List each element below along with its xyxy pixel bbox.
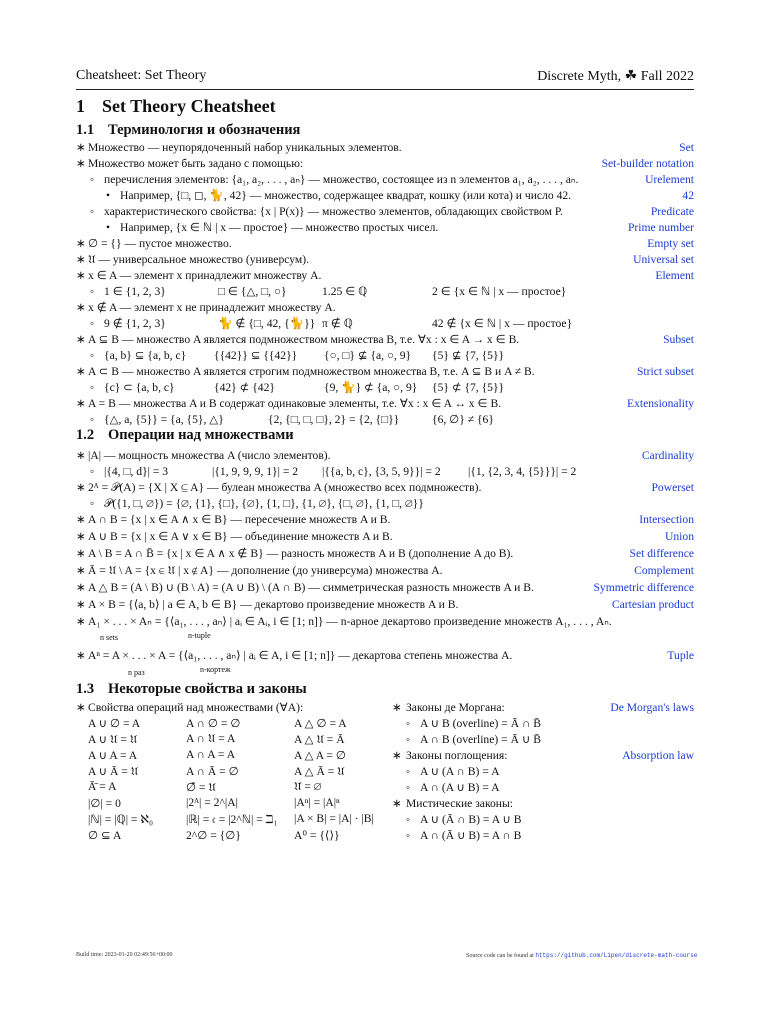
- property-cell: A ∩ 𝔘 = A: [186, 732, 236, 745]
- definition-line: [76, 300, 694, 316]
- example-cell: {{42}} ⊆ {{42}}: [214, 349, 298, 362]
- example-cell: 1 ∈ {1, 2, 3}: [104, 285, 166, 298]
- header-course: Discrete Myth, ☘ Fall 2022: [537, 69, 694, 84]
- law-text: A ∪ (A ∩ B) = A: [420, 765, 500, 778]
- build-time: Build time: 2023-01-20 02:49:56+00:00: [76, 952, 173, 958]
- bullet-marker: ∗: [76, 481, 86, 494]
- law-line: [392, 828, 694, 844]
- example-row: [76, 464, 694, 480]
- bullet-marker: ◦: [90, 413, 95, 426]
- law-line: [392, 700, 694, 716]
- example-cell: {5} ⊄ {7, {5}}: [432, 381, 505, 394]
- definition-text: x ∈ A — элемент x принадлежит множеству A.: [88, 269, 322, 282]
- law-text: Законы поглощения:: [406, 749, 508, 762]
- bullet-marker: ◦: [90, 173, 95, 186]
- definition-text: A₁ × . . . × Aₙ = {⟨a₁, . . . , aₙ⟩ | aᵢ ∈ Aᵢ, i ∈ [1; n]} — n-арное декартово произведение множеств A₁, . . . , Aₙ.: [88, 615, 612, 628]
- bullet-marker: ∗: [76, 141, 86, 154]
- bullet-marker: ∗: [76, 157, 86, 170]
- wiki-tag[interactable]: Universal set: [633, 253, 694, 266]
- definition-text: перечисления элементов: {a₁, a₂, . . . , aₙ} — множество, состоящее из n элементов a₁, a₂, . . . , aₙ.: [104, 173, 579, 186]
- example-cell: |{1, 9, 9, 9, 1}| = 2: [212, 465, 299, 478]
- bullet-marker: ∗: [76, 237, 86, 250]
- bullet-marker: ∗: [76, 598, 86, 611]
- example-row: [76, 412, 694, 428]
- bullet-marker: ∗: [76, 513, 86, 526]
- bullet-marker: ◦: [406, 813, 411, 826]
- note-n-raz: n раз: [128, 668, 145, 677]
- definition-line: [76, 648, 694, 664]
- bullet-marker: ∗: [392, 749, 402, 762]
- bullet-marker: ∗: [76, 365, 86, 378]
- wiki-tag[interactable]: Extensionality: [627, 397, 694, 410]
- bullet-marker: ◦: [90, 205, 95, 218]
- wiki-tag[interactable]: Set: [679, 141, 694, 154]
- bullet-marker: ∗: [392, 701, 402, 714]
- example-row: [76, 284, 694, 300]
- definition-line: [76, 188, 694, 204]
- bullet-marker: ∗: [76, 397, 86, 410]
- bullet-marker: ◦: [406, 765, 411, 778]
- example-cell: {42} ⊄ {42}: [214, 381, 275, 394]
- law-line: [392, 732, 694, 748]
- bullet-marker: ∗: [76, 581, 86, 594]
- definition-line: [76, 396, 694, 412]
- definition-text: A ∪ B = {x | x ∈ A ∨ x ∈ B} — объединение множеств A и B.: [88, 530, 393, 543]
- wiki-tag[interactable]: Prime number: [627, 221, 694, 234]
- note-n-kortezh: n-кортеж: [200, 665, 231, 674]
- bullet-marker: ∗: [76, 269, 86, 282]
- header-rule: [76, 89, 694, 90]
- example-cell: {○, □} ⊈ {a, ○, 9}: [324, 349, 412, 362]
- definition-line: [76, 614, 694, 630]
- property-cell: |∅| = 0: [88, 797, 121, 810]
- wiki-tag[interactable]: Set-builder notation: [601, 157, 694, 170]
- definition-text: x ∉ A — элемент x не принадлежит множеству A.: [88, 301, 336, 314]
- bullet-marker: ∗: [392, 797, 402, 810]
- definition-text: Множество может быть задано с помощью:: [88, 157, 304, 170]
- law-line: [392, 780, 694, 796]
- example-cell: {c} ⊂ {a, b, c}: [104, 381, 175, 394]
- wiki-tag[interactable]: Intersection: [639, 513, 694, 526]
- example-cell: π ∉ ℚ: [322, 317, 353, 330]
- example-cell: □ ∈ {△, □, ○}: [218, 285, 287, 298]
- definition-line: [76, 512, 694, 528]
- property-cell: A ∩ Ā = ∅: [186, 765, 239, 778]
- example-cell: |{4, □, d}| = 3: [104, 465, 169, 478]
- law-text: Законы де Моргана:: [406, 701, 505, 714]
- law-text: A ∩ (Ā ∪ B) = A ∩ B: [420, 829, 522, 842]
- law-text: A ∩ (A ∪ B) = A: [420, 781, 500, 794]
- definition-text: A △ B = (A \ B) ∪ (B \ A) = (A ∪ B) \ (A ∩ B) — симметрическая разность множеств A и B.: [88, 581, 534, 594]
- definition-text: Множество — неупорядоченный набор уникальных элементов.: [88, 141, 402, 154]
- example-row: [76, 496, 694, 512]
- bullet-marker: ∗: [76, 649, 86, 662]
- wiki-tag[interactable]: Tuple: [667, 649, 694, 662]
- definition-text: A × B = {⟨a, b⟩ | a ∈ A, b ∈ B} — декартово произведение множеств A и B.: [88, 598, 459, 611]
- wiki-tag[interactable]: Symmetric difference: [593, 581, 694, 594]
- property-cell: A △ A = ∅: [294, 749, 346, 762]
- definition-line: [76, 236, 694, 252]
- bullet-marker: ∗: [76, 530, 86, 543]
- definition-line: [76, 172, 694, 188]
- property-cell: ∅̄ = 𝔘: [186, 781, 216, 794]
- definition-line: [76, 268, 694, 284]
- example-cell: {5} ⊈ {7, {5}}: [432, 349, 505, 362]
- bullet-marker: ◦: [406, 717, 411, 730]
- wiki-tag[interactable]: Urelement: [645, 173, 694, 186]
- wiki-tag[interactable]: Complement: [634, 564, 694, 577]
- law-line: [392, 716, 694, 732]
- wiki-tag[interactable]: Union: [665, 530, 694, 543]
- wiki-tag[interactable]: Predicate: [650, 205, 694, 218]
- definition-text: A \ B = A ∩ B̄ = {x | x ∈ A ∧ x ∉ B} — разность множеств A и B (дополнение A до B).: [88, 547, 514, 560]
- law-line: [392, 812, 694, 828]
- definition-text: Например, {□, ◻, 🐈, 42} — множество, содержащее квадрат, кошку (или кота) и число 42.: [120, 189, 572, 202]
- definition-line: [76, 332, 694, 348]
- example-cell: 🐈 ∉ {□, 42, {🐈}}: [218, 317, 316, 330]
- property-cell: 𝔘̄ = ∅: [294, 780, 322, 793]
- property-cell: 2^∅ = {∅}: [186, 829, 241, 842]
- bullet-marker: ◦: [406, 781, 411, 794]
- property-cell: |A × B| = |A| · |B|: [294, 812, 374, 825]
- definition-text: Aⁿ = A × . . . × A = {⟨a₁, . . . , aₙ⟩ | aᵢ ∈ A, i ∈ [1; n]} — декартова степень множества A.: [88, 649, 513, 662]
- definition-line: [76, 580, 694, 596]
- property-cell: A ∩ ∅ = ∅: [186, 717, 241, 730]
- definition-line: [76, 563, 694, 579]
- wiki-tag[interactable]: 42: [682, 189, 694, 202]
- definition-text: |A| — мощность множества A (число элементов).: [88, 449, 331, 462]
- wiki-tag[interactable]: Empty set: [647, 237, 694, 250]
- law-text: A ∪ (Ā ∩ B) = A ∪ B: [420, 813, 522, 826]
- property-cell: A △ Ā = 𝔘: [294, 765, 345, 778]
- definition-text: Например, {x ∈ ℕ | x — простое} — множество простых чисел.: [120, 221, 439, 234]
- property-cell: A ∪ Ā = 𝔘: [88, 765, 139, 778]
- bullet-marker: •: [106, 189, 111, 202]
- definition-line: [76, 448, 694, 464]
- property-cell: |Aⁿ| = |A|ⁿ: [294, 796, 340, 809]
- example-cell: 42 ∉ {x ∈ ℕ | x — простое}: [432, 317, 573, 330]
- props-heading: ∗ Свойства операций над множествами (∀A):: [76, 701, 304, 714]
- source-link[interactable]: https://github.com/Lipen/discrete-math-course: [535, 952, 698, 959]
- example-cell: {a, b} ⊆ {a, b, c}: [104, 349, 187, 362]
- bullet-marker: •: [106, 221, 111, 234]
- wiki-tag[interactable]: Subset: [663, 333, 694, 346]
- definition-text: A ⊂ B — множество A является строгим подмножеством множества B, т.е. A ⊆ B и A ≠ B.: [88, 365, 535, 378]
- subsection-1-3: 1.3 Некоторые свойства и законы: [76, 681, 307, 697]
- law-line: [392, 748, 694, 764]
- definition-text: 𝔘 — универсальное множество (универсум).: [88, 253, 309, 266]
- wiki-tag[interactable]: Cartesian product: [611, 598, 694, 611]
- law-text: A ∪ B (overline) = Ā ∩ B̄: [420, 717, 541, 730]
- example-cell: 2 ∈ {x ∈ ℕ | x — простое}: [432, 285, 567, 298]
- bullet-marker: ∗: [76, 547, 86, 560]
- definition-line: [76, 252, 694, 268]
- definition-text: A ⊆ B — множество A является подмножеством множества B, т.е. ∀x : x ∈ A → x ∈ B.: [88, 333, 520, 346]
- page-header: [76, 68, 694, 88]
- law-text: Мистические законы:: [406, 797, 514, 810]
- property-cell: A ∪ 𝔘 = 𝔘: [88, 733, 138, 746]
- bullet-marker: ◦: [406, 733, 411, 746]
- example-cell: {6, ∅} ≠ {6}: [432, 413, 494, 426]
- definition-line: [76, 204, 694, 220]
- property-cell: Ā̄ = A: [88, 780, 117, 793]
- example-cell: |{{a, b, c}, {3, 5, 9}}| = 2: [322, 465, 441, 478]
- definition-line: [76, 597, 694, 613]
- bullet-marker: ◦: [406, 829, 411, 842]
- property-cell: |ℕ| = |ℚ| = ℵ₀: [88, 813, 154, 826]
- property-cell: A △ ∅ = A: [294, 717, 347, 730]
- property-cell: ∅ ⊆ A: [88, 829, 122, 842]
- subsection-1-2: 1.2 Операции над множествами: [76, 427, 294, 443]
- bullet-marker: ◦: [90, 381, 95, 394]
- bullet-marker: ∗: [76, 615, 86, 628]
- wiki-tag[interactable]: De Morgan's laws: [610, 701, 694, 714]
- header-title: Cheatsheet: Set Theory: [76, 68, 207, 83]
- example-cell: 𝒫({1, □, ∅}) = {∅, {1}, {□}, {∅}, {1, □}, {1, ∅}, {□, ∅}, {1, □, ∅}}: [104, 497, 424, 510]
- wiki-tag[interactable]: Strict subset: [636, 365, 694, 378]
- source-note: Source code can be found at https://github.com/Lipen/discrete-math-course: [466, 952, 698, 959]
- bullet-marker: ∗: [76, 333, 86, 346]
- law-text: A ∩ B (overline) = Ā ∪ B̄: [420, 733, 541, 746]
- example-cell: {9, 🐈} ⊄ {a, ○, 9}: [324, 381, 418, 394]
- bullet-marker: ∗: [76, 564, 86, 577]
- section-title: 1 Set Theory Cheatsheet: [76, 96, 276, 116]
- example-cell: 9 ∉ {1, 2, 3}: [104, 317, 166, 330]
- property-cell: |ℝ| = 𝔠 = |2^ℕ| = ℶ₁: [186, 813, 278, 826]
- example-row: [76, 316, 694, 332]
- example-cell: {2, {□, □, □}, 2} = {2, {□}}: [268, 413, 400, 426]
- definition-text: характеристического свойства: {x | P(x)} — множество элементов, обладающих свойством P.: [104, 205, 563, 218]
- bullet-marker: ◦: [90, 317, 95, 330]
- note-n-tuple: n-tuple: [188, 631, 211, 640]
- definition-text: A ∩ B = {x | x ∈ A ∧ x ∈ B} — пересечение множеств A и B.: [88, 513, 391, 526]
- example-cell: |{1, {2, 3, 4, {5}}}| = 2: [468, 465, 577, 478]
- wiki-tag[interactable]: Absorption law: [622, 749, 694, 762]
- property-cell: A △ 𝔘 = Ā: [294, 733, 345, 746]
- bullet-marker: ∗: [76, 449, 86, 462]
- definition-line: [76, 156, 694, 172]
- law-line: [392, 796, 694, 812]
- definition-line: [76, 220, 694, 236]
- wiki-tag[interactable]: Cardinality: [641, 449, 694, 462]
- example-row: [76, 380, 694, 396]
- bullet-marker: ◦: [90, 349, 95, 362]
- note-n-sets: n sets: [100, 633, 118, 642]
- bullet-marker: ◦: [90, 497, 95, 510]
- bullet-marker: ∗: [76, 253, 86, 266]
- property-cell: A ∩ A = A: [186, 748, 236, 761]
- definition-line: [76, 364, 694, 380]
- property-cell: A ∪ A = A: [88, 749, 138, 762]
- bullet-marker: ◦: [90, 285, 95, 298]
- definition-line: [76, 529, 694, 545]
- example-row: [76, 348, 694, 364]
- example-cell: 1.25 ∈ ℚ: [322, 285, 368, 298]
- definition-line: [76, 546, 694, 562]
- definition-text: A = B — множества A и B содержат одинаковые элементы, т.е. ∀x : x ∈ A ↔ x ∈ B.: [88, 397, 502, 410]
- bullet-marker: ∗: [76, 301, 86, 314]
- bullet-marker: ◦: [90, 465, 95, 478]
- example-cell: {△, a, {5}} = {a, {5}, △}: [104, 413, 224, 426]
- property-cell: A ∪ ∅ = A: [88, 717, 141, 730]
- wiki-tag[interactable]: Set difference: [629, 547, 694, 560]
- wiki-tag[interactable]: Element: [655, 269, 694, 282]
- property-cell: A⁰ = {⟨⟩}: [294, 829, 340, 842]
- definition-line: [76, 140, 694, 156]
- definition-line: [76, 480, 694, 496]
- definition-text: ∅ = {} — пустое множество.: [88, 237, 232, 250]
- wiki-tag[interactable]: Powerset: [651, 481, 694, 494]
- definition-text: Ā = 𝔘 \ A = {x ∈ 𝔘 | x ∉ A} — дополнение (до универсума) множества A.: [88, 564, 443, 577]
- subsection-1-1: 1.1 Терминология и обозначения: [76, 122, 301, 138]
- law-line: [392, 764, 694, 780]
- definition-text: 2ᴬ = 𝒫(A) = {X | X ⊆ A} — булеан множества A (множество всех подмножеств).: [88, 481, 482, 494]
- property-cell: |2ᴬ| = 2^|A|: [186, 796, 238, 809]
